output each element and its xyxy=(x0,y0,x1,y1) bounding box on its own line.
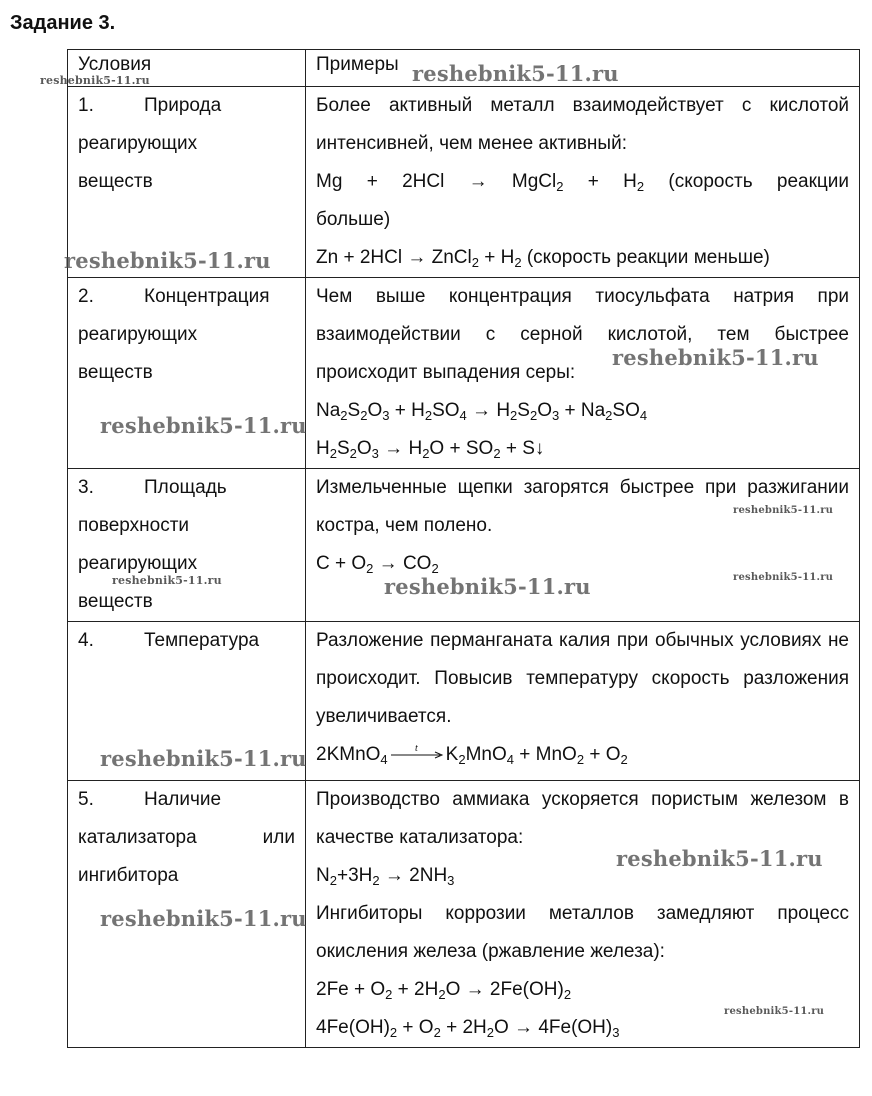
conditions-table xyxy=(67,49,860,1048)
condition-line: веществ xyxy=(78,362,153,383)
condition-line: веществ xyxy=(78,171,153,192)
equation: Mg + 2HCl → MgCl$_2$ + $H_2$ (скорость реакции больше) xyxy=(316,171,850,230)
arrow-condition-label: t xyxy=(414,743,418,754)
example-cell xyxy=(306,622,860,781)
watermark: reshebnik5-11.ru xyxy=(384,574,591,599)
watermark: reshebnik5-11.ru xyxy=(64,248,271,273)
watermark: reshebnik5-11.ru xyxy=(40,74,150,87)
condition-title: Температура xyxy=(144,630,260,651)
condition-line: реагирующих xyxy=(78,553,198,574)
condition-cell xyxy=(68,469,306,622)
equation: $2Fe + O_2 + 2H_2O \to 2Fe(OH)_2$ xyxy=(316,979,572,1002)
header-examples: Примеры xyxy=(306,50,860,87)
condition-line: реагирующих xyxy=(78,133,198,154)
row-number: 3. xyxy=(78,477,94,498)
watermark: reshebnik5-11.ru xyxy=(724,1006,825,1017)
equation: $H_2S_2O_3 \to H_2O + SO_2$ + S↓ xyxy=(316,438,545,461)
equation: $Na_2S_2O_3 + H_2SO_4 \to H_2S_2O_3 + Na_2SO_4$ xyxy=(316,400,648,423)
condition-cell xyxy=(68,278,306,469)
row-number: 5. xyxy=(78,789,94,810)
header-conditions: Условия xyxy=(68,50,306,87)
condition-title: Концентрация xyxy=(144,286,270,307)
task-title: Задание 3. xyxy=(10,12,116,34)
row-number: 2. xyxy=(78,286,94,307)
equation: Zn + 2HCl → ZnCl$_2$ + $H_2$ (скорость реакции меньше) xyxy=(316,247,770,270)
example-text: Более активный металл взаимодействует с кислотой интенсивней, чем менее активный: xyxy=(316,95,849,154)
watermark: reshebnik5-11.ru xyxy=(100,413,307,438)
example-text: Разложение перманганата калия при обычных условиях не происходит. Повысив температуру скорость разложения увеличивается. xyxy=(316,630,849,727)
watermark: reshebnik5-11.ru xyxy=(616,846,823,871)
condition-word: или xyxy=(262,827,295,848)
example-cell xyxy=(306,87,860,278)
condition-line: реагирующих xyxy=(78,324,198,345)
table-row xyxy=(68,278,860,469)
watermark: reshebnik5-11.ru xyxy=(733,572,834,583)
watermark: reshebnik5-11.ru xyxy=(412,61,619,86)
condition-line xyxy=(78,819,295,857)
condition-title: Природа xyxy=(144,95,222,116)
watermark: reshebnik5-11.ru xyxy=(612,345,819,370)
row-number: 1. xyxy=(78,95,94,116)
example-text: Измельченные щепки загорятся быстрее при разжигании костра, чем полено. xyxy=(316,477,849,536)
equation: $C + O_2 \to CO_2$ xyxy=(316,553,439,576)
condition-title: Наличие xyxy=(144,789,222,810)
watermark: reshebnik5-11.ru xyxy=(100,746,307,771)
watermark: reshebnik5-11.ru xyxy=(100,906,307,931)
condition-word: катализатора xyxy=(78,827,197,848)
condition-title: Площадь xyxy=(144,477,227,498)
row-number: 4. xyxy=(78,630,94,651)
example-text: Ингибиторы коррозии металлов замедляют процесс окисления железа (ржавление железа): xyxy=(316,903,849,962)
equation: $4Fe(OH)_2 + O_2 + 2H_2O \to 4Fe(OH)_3$ xyxy=(316,1017,620,1040)
example-cell xyxy=(306,278,860,469)
condition-line: поверхности xyxy=(78,515,190,536)
watermark: reshebnik5-11.ru xyxy=(733,505,834,516)
equation: 2KMnO$_4$ t $K_2MnO_4 + MnO_2 + O_2$ xyxy=(316,743,628,767)
arrow-with-condition xyxy=(390,742,444,762)
condition-line: веществ xyxy=(78,591,153,612)
example-text: Производство аммиака ускоряется пористым железом в качестве катализатора: xyxy=(316,789,849,848)
condition-line: ингибитора xyxy=(78,865,179,886)
example-text: Чем выше концентрация тиосульфата натрия при взаимодействии с серной кислотой, тем быстрее происходит выпадения серы: xyxy=(316,286,849,383)
watermark: reshebnik5-11.ru xyxy=(112,574,222,587)
equation: $N_2+3H_2 \to 2NH_3$ xyxy=(316,865,455,888)
